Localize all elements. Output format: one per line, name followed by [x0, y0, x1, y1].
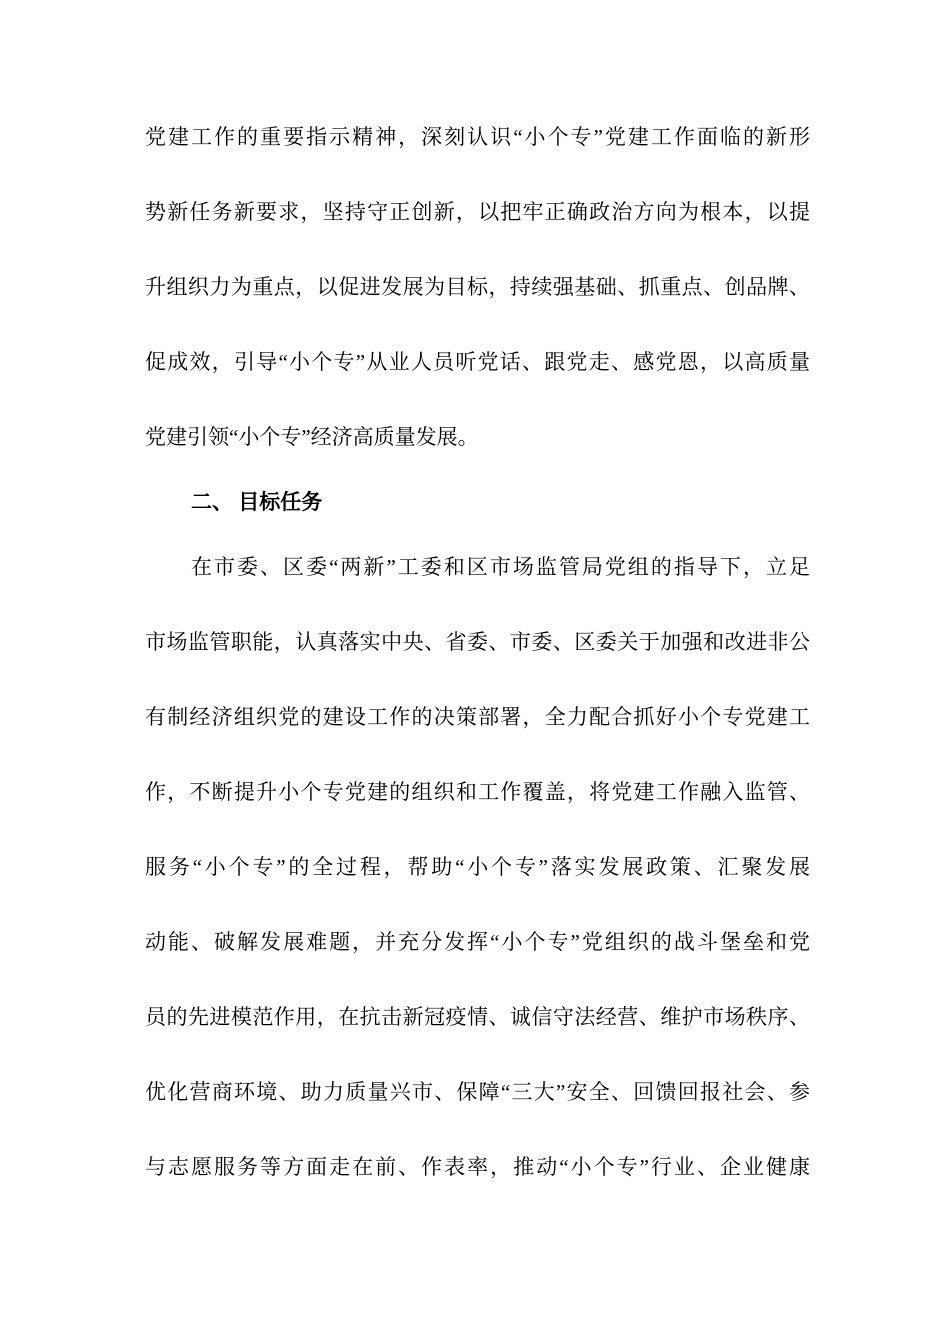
paragraph2-line-1: 在市委、区委“两新”工委和区市场监管局党组的指导下，立足 — [191, 555, 810, 579]
paragraph2-line-6: 动能、破解发展难题，并充分发挥“小个专”党组织的战斗堡垒和党 — [145, 930, 810, 954]
paragraph1-line-5: 党建引领“小个专”经济高质量发展。 — [145, 425, 479, 449]
paragraph1-line-1: 党建工作的重要指示精神，深刻认识“小个专”党建工作面临的新形 — [145, 125, 810, 149]
paragraph1-line-2: 势新任务新要求，坚持守正创新，以把牢正确政治方向为根本，以提 — [145, 200, 810, 224]
paragraph2-line-4: 作，不断提升小个专党建的组织和工作覆盖，将党建工作融入监管、 — [145, 780, 810, 804]
paragraph2-line-8: 优化营商环境、助力质量兴市、保障“三大”安全、回馈回报社会、参 — [145, 1080, 810, 1104]
text-column — [145, 100, 810, 1205]
paragraph2-line-3: 有制经济组织党的建设工作的决策部署，全力配合抓好小个专党建工 — [145, 705, 810, 729]
paragraph2-line-9: 与志愿服务等方面走在前、作表率，推动“小个专”行业、企业健康 — [145, 1155, 810, 1179]
paragraph2-line-2: 市场监管职能，认真落实中央、省委、市委、区委关于加强和改进非公 — [145, 630, 810, 654]
paragraph1-line-3: 升组织力为重点，以促进发展为目标，持续强基础、抓重点、创品牌、 — [145, 275, 810, 299]
paragraph2-line-7: 员的先进模范作用，在抗击新冠疫情、诚信守法经营、维护市场秩序、 — [145, 1005, 810, 1029]
paragraph1-line-4: 促成效，引导“小个专”从业人员听党话、跟党走、感党恩，以高质量 — [145, 350, 810, 374]
section-heading: 二、 目标任务 — [191, 490, 323, 514]
paragraph2-line-5: 服务“小个专”的全过程，帮助“小个专”落实发展政策、汇聚发展 — [145, 855, 810, 879]
